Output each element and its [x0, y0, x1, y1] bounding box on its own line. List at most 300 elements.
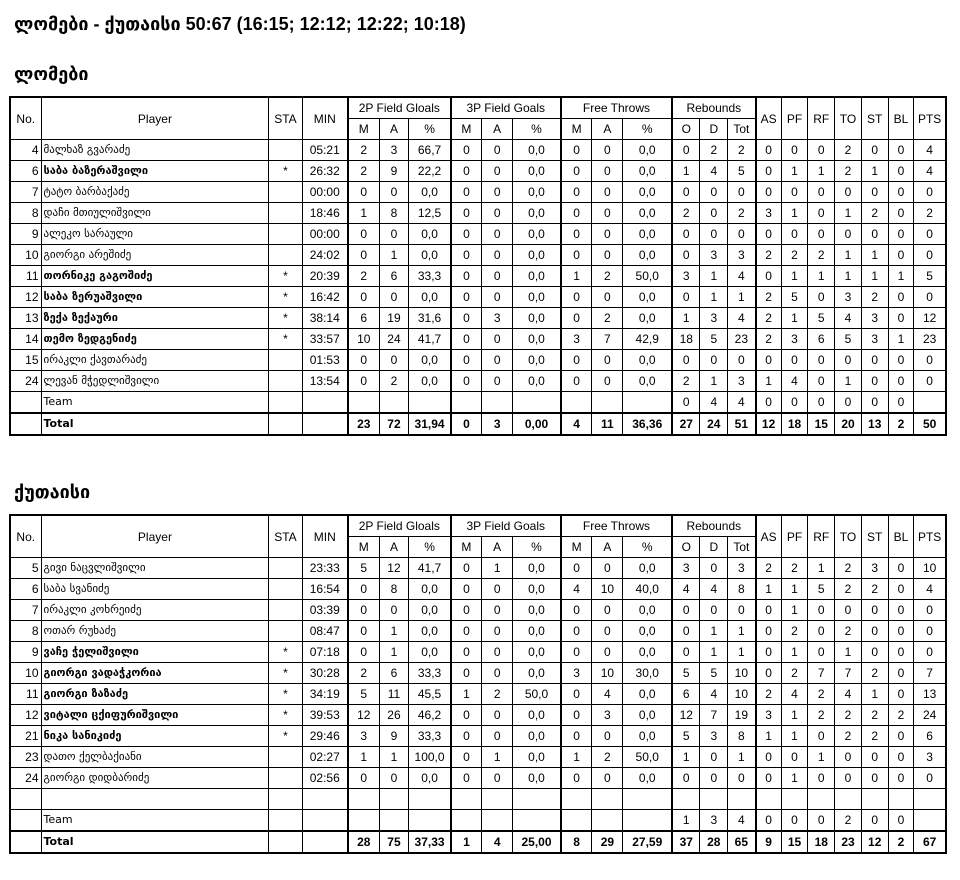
player-name: ტატო ბარბაქაძე: [41, 182, 269, 203]
player-number: 7: [10, 182, 41, 203]
stat-cell-o: [672, 789, 700, 810]
stat-cell-p3: 50,0: [513, 684, 561, 705]
stat-cell-to: 2: [835, 161, 862, 182]
team-row-empty: [592, 810, 623, 832]
stat-cell-o: 1: [672, 161, 700, 182]
starter-mark: *: [269, 726, 302, 747]
stat-cell-mf: 0: [561, 726, 592, 747]
stat-cell-st: 2: [861, 287, 888, 308]
header-as: AS: [756, 515, 782, 558]
stat-cell-to: 0: [835, 747, 862, 768]
stat-cell-p2: 33,3: [409, 266, 451, 287]
stat-cell-a3: [482, 789, 513, 810]
stat-cell-rf: 5: [808, 579, 835, 600]
stat-cell-pf_pct: 0,0: [623, 558, 672, 579]
stat-cell-m2: 2: [348, 266, 379, 287]
stat-cell-a3: 3: [482, 308, 513, 329]
stat-cell-a3: 0: [482, 182, 513, 203]
stat-cell-pf_pct: 0,0: [623, 182, 672, 203]
header-2p-field-goals: 2P Field Gloals: [348, 97, 451, 119]
stat-cell-af: 0: [592, 642, 623, 663]
stat-cell-rf: 0: [808, 182, 835, 203]
stat-cell-a2: 0: [379, 768, 409, 789]
player-number: 4: [10, 140, 41, 161]
stat-cell-bl: 0: [888, 371, 914, 392]
stat-cell-o: 1: [672, 308, 700, 329]
total-stat-rf: 18: [808, 831, 835, 853]
stat-cell-d: 2: [700, 140, 728, 161]
team-row-min: [302, 392, 348, 414]
stat-cell-o: 1: [672, 747, 700, 768]
stat-cell-st: [861, 789, 888, 810]
stat-cell-rf: 0: [808, 371, 835, 392]
stat-cell-pts: 24: [914, 705, 946, 726]
team-stat-to: 0: [835, 392, 862, 414]
header-3p-field-goals: 3P Field Goals: [451, 97, 561, 119]
stat-cell-st: 2: [861, 705, 888, 726]
stat-cell-bl: 0: [888, 642, 914, 663]
stat-cell-p3: 0,0: [513, 663, 561, 684]
subheader-pct: %: [513, 119, 561, 140]
stat-cell-m3: 0: [451, 329, 482, 350]
stat-cell-m3: 0: [451, 350, 482, 371]
stat-cell-d: 5: [700, 663, 728, 684]
stat-cell-tot: 2: [728, 203, 756, 224]
header-no: No.: [10, 97, 41, 140]
stat-cell-pf: 0: [781, 747, 808, 768]
stat-cell-a3: 0: [482, 224, 513, 245]
total-stat-mf: 4: [561, 413, 592, 435]
starter-mark: [269, 789, 302, 810]
team-row-pts: [914, 392, 946, 414]
stat-cell-as: 0: [756, 224, 782, 245]
stat-cell-bl: 0: [888, 768, 914, 789]
player-row: [10, 600, 946, 621]
team-row-no: [10, 810, 41, 832]
minutes-cell: 16:42: [302, 287, 348, 308]
stat-cell-p3: 0,0: [513, 224, 561, 245]
stat-cell-mf: 0: [561, 600, 592, 621]
stat-cell-a2: 24: [379, 329, 409, 350]
stat-cell-d: 1: [700, 371, 728, 392]
stat-cell-to: 2: [835, 558, 862, 579]
starter-mark: [269, 579, 302, 600]
team-row-label: Team: [41, 392, 269, 414]
stat-cell-p2: 0,0: [409, 245, 451, 266]
stat-cell-d: 0: [700, 182, 728, 203]
minutes-cell: 01:53: [302, 350, 348, 371]
stat-cell-as: 0: [756, 768, 782, 789]
subheader-o: O: [672, 119, 700, 140]
total-stat-tot: 65: [728, 831, 756, 853]
header-row: [10, 515, 946, 537]
stat-cell-st: 3: [861, 558, 888, 579]
total-stat-tot: 51: [728, 413, 756, 435]
header-sta: STA: [269, 97, 302, 140]
stat-cell-p3: 0,0: [513, 287, 561, 308]
stat-cell-mf: 0: [561, 621, 592, 642]
stat-cell-mf: 0: [561, 161, 592, 182]
player-row: [10, 308, 946, 329]
stat-cell-st: 0: [861, 747, 888, 768]
stat-cell-af: 0: [592, 621, 623, 642]
header-free-throws: Free Throws: [561, 515, 672, 537]
stat-cell-tot: 1: [728, 287, 756, 308]
starter-mark: [269, 350, 302, 371]
stat-cell-pf: 2: [781, 663, 808, 684]
subheader-a: A: [592, 537, 623, 558]
stat-cell-bl: 2: [888, 705, 914, 726]
player-number: 5: [10, 558, 41, 579]
total-stat-bl: 2: [888, 413, 914, 435]
stat-cell-tot: 3: [728, 558, 756, 579]
stat-cell-m3: 0: [451, 161, 482, 182]
stat-cell-m2: 5: [348, 558, 379, 579]
stat-cell-mf: 0: [561, 642, 592, 663]
stat-cell-af: 10: [592, 579, 623, 600]
stat-cell-p3: 0,0: [513, 182, 561, 203]
stat-cell-o: 2: [672, 203, 700, 224]
stat-cell-a2: 3: [379, 140, 409, 161]
team-stat-o: 0: [672, 392, 700, 414]
player-row: [10, 140, 946, 161]
stat-cell-d: 1: [700, 266, 728, 287]
stat-cell-pf: 2: [781, 558, 808, 579]
stat-cell-a2: 26: [379, 705, 409, 726]
stat-cell-pts: 0: [914, 245, 946, 266]
stat-cell-pts: 7: [914, 663, 946, 684]
stat-cell-pts: 6: [914, 726, 946, 747]
player-number: 7: [10, 600, 41, 621]
stat-cell-af: 7: [592, 329, 623, 350]
stat-cell-pts: 2: [914, 203, 946, 224]
stat-cell-m2: 0: [348, 600, 379, 621]
player-name: გივი ნაცვლიშვილი: [41, 558, 269, 579]
stat-cell-d: 1: [700, 287, 728, 308]
player-name: ზექა ზექაური: [41, 308, 269, 329]
team-stat-bl: 0: [888, 810, 914, 832]
stat-cell-p2: 41,7: [409, 329, 451, 350]
stat-cell-o: 0: [672, 287, 700, 308]
player-row: [10, 245, 946, 266]
stat-cell-to: 7: [835, 663, 862, 684]
total-row-label: Total: [41, 831, 269, 853]
stat-cell-a2: 6: [379, 266, 409, 287]
stat-cell-p2: 22,2: [409, 161, 451, 182]
team-row-sta: [269, 392, 302, 414]
stat-cell-mf: [561, 789, 592, 810]
stat-cell-p3: 0,0: [513, 726, 561, 747]
stat-cell-pf: 3: [781, 329, 808, 350]
stat-cell-bl: 0: [888, 182, 914, 203]
player-name: ლევან მჭედლიშვილი: [41, 371, 269, 392]
stat-cell-o: 6: [672, 684, 700, 705]
subheader-tot: Tot: [728, 119, 756, 140]
header-2p-field-goals: 2P Field Gloals: [348, 515, 451, 537]
stat-cell-bl: 0: [888, 350, 914, 371]
stat-cell-rf: 0: [808, 140, 835, 161]
stat-cell-as: 0: [756, 140, 782, 161]
stat-cell-mf: 0: [561, 182, 592, 203]
team-row-sta: [269, 810, 302, 832]
player-name: დათო ქელბაქიანი: [41, 747, 269, 768]
player-name: თემო ზედგენიძე: [41, 329, 269, 350]
stat-cell-a3: 0: [482, 621, 513, 642]
minutes-cell: 23:33: [302, 558, 348, 579]
stat-cell-d: 0: [700, 558, 728, 579]
stat-cell-d: 3: [700, 245, 728, 266]
stat-cell-a2: 0: [379, 600, 409, 621]
subheader-m: M: [348, 119, 379, 140]
stat-cell-a2: 8: [379, 203, 409, 224]
player-row: [10, 663, 946, 684]
minutes-cell: 30:28: [302, 663, 348, 684]
minutes-cell: 16:54: [302, 579, 348, 600]
stat-cell-pf: 1: [781, 642, 808, 663]
stat-cell-pts: 0: [914, 768, 946, 789]
stat-cell-af: 4: [592, 684, 623, 705]
stat-cell-m2: 0: [348, 371, 379, 392]
total-row-no: [10, 413, 41, 435]
stat-cell-m3: 1: [451, 684, 482, 705]
starter-mark: *: [269, 266, 302, 287]
player-name: დაჩი მთიულიშვილი: [41, 203, 269, 224]
stat-cell-bl: 0: [888, 203, 914, 224]
total-stat-af: 29: [592, 831, 623, 853]
stat-cell-as: 0: [756, 182, 782, 203]
player-row: [10, 747, 946, 768]
total-stat-o: 27: [672, 413, 700, 435]
starter-mark: [269, 245, 302, 266]
stat-cell-as: 2: [756, 245, 782, 266]
stat-cell-p3: 0,0: [513, 642, 561, 663]
stat-cell-m2: 0: [348, 621, 379, 642]
minutes-cell: 34:19: [302, 684, 348, 705]
stat-cell-af: 0: [592, 350, 623, 371]
stat-cell-pf_pct: 0,0: [623, 726, 672, 747]
stat-cell-tot: 23: [728, 329, 756, 350]
stat-cell-pf: 1: [781, 705, 808, 726]
stat-cell-a3: 0: [482, 161, 513, 182]
stat-cell-pf_pct: 0,0: [623, 161, 672, 182]
stat-cell-bl: 0: [888, 600, 914, 621]
stat-cell-to: 0: [835, 600, 862, 621]
stat-cell-a2: 0: [379, 224, 409, 245]
header-sta: STA: [269, 515, 302, 558]
header-pf: PF: [781, 97, 808, 140]
stat-cell-a2: 11: [379, 684, 409, 705]
stat-cell-pf_pct: 0,0: [623, 371, 672, 392]
stat-cell-p3: 0,0: [513, 308, 561, 329]
stat-cell-a2: 8: [379, 579, 409, 600]
stat-cell-o: 3: [672, 558, 700, 579]
stat-cell-p2: 0,0: [409, 579, 451, 600]
stat-cell-m2: 1: [348, 203, 379, 224]
starter-mark: *: [269, 705, 302, 726]
total-row-sta: [269, 831, 302, 853]
stat-cell-m2: 3: [348, 726, 379, 747]
player-name: ირაკლი კოხრეიძე: [41, 600, 269, 621]
stat-cell-pf: 1: [781, 768, 808, 789]
stat-cell-a3: 0: [482, 663, 513, 684]
stat-cell-to: 4: [835, 308, 862, 329]
stat-cell-af: 0: [592, 224, 623, 245]
subheader-pct: %: [623, 537, 672, 558]
subheader-m: M: [451, 119, 482, 140]
player-row: [10, 621, 946, 642]
stat-cell-af: 3: [592, 705, 623, 726]
team-row: [10, 392, 946, 414]
subheader-d: D: [700, 537, 728, 558]
stat-cell-st: 0: [861, 621, 888, 642]
stat-cell-a3: 0: [482, 350, 513, 371]
stat-cell-a3: 0: [482, 726, 513, 747]
team-stat-st: 0: [861, 810, 888, 832]
stat-cell-p3: 0,0: [513, 558, 561, 579]
stat-cell-st: 2: [861, 579, 888, 600]
total-stat-pf_pct: 27,59: [623, 831, 672, 853]
stat-cell-a2: 0: [379, 287, 409, 308]
team-row-empty: [513, 392, 561, 414]
team-stat-pf: 0: [781, 392, 808, 414]
stat-cell-to: 0: [835, 768, 862, 789]
header-st: ST: [861, 515, 888, 558]
stat-cell-st: 0: [861, 182, 888, 203]
team-row-empty: [348, 392, 379, 414]
stat-cell-tot: 4: [728, 308, 756, 329]
total-row-sta: [269, 413, 302, 435]
player-row: [10, 329, 946, 350]
stat-cell-a3: 0: [482, 768, 513, 789]
starter-mark: *: [269, 663, 302, 684]
stat-cell-af: 0: [592, 768, 623, 789]
stat-cell-pts: 12: [914, 308, 946, 329]
total-stat-to: 20: [835, 413, 862, 435]
total-stat-as: 9: [756, 831, 782, 853]
stat-cell-bl: 0: [888, 747, 914, 768]
player-row: [10, 726, 946, 747]
stat-cell-pf: 4: [781, 371, 808, 392]
starter-mark: [269, 182, 302, 203]
stat-cell-st: 0: [861, 224, 888, 245]
stat-cell-bl: 0: [888, 558, 914, 579]
stat-cell-pf: 1: [781, 161, 808, 182]
team-row-empty: [561, 810, 592, 832]
stat-cell-af: 0: [592, 558, 623, 579]
stat-cell-pts: 0: [914, 642, 946, 663]
subheader-m: M: [561, 119, 592, 140]
stat-cell-rf: 7: [808, 663, 835, 684]
stat-cell-tot: 3: [728, 245, 756, 266]
stat-cell-as: 2: [756, 308, 782, 329]
stat-cell-o: 0: [672, 140, 700, 161]
stat-cell-st: 0: [861, 350, 888, 371]
stat-cell-p3: 0,0: [513, 161, 561, 182]
stat-cell-st: 0: [861, 768, 888, 789]
stat-cell-as: 1: [756, 726, 782, 747]
stat-cell-a2: 1: [379, 621, 409, 642]
stat-cell-tot: 3: [728, 371, 756, 392]
stat-cell-o: 4: [672, 579, 700, 600]
total-stat-m3: 1: [451, 831, 482, 853]
stat-cell-m2: [348, 789, 379, 810]
stat-cell-o: 5: [672, 726, 700, 747]
stat-cell-p2: 0,0: [409, 600, 451, 621]
minutes-cell: 07:18: [302, 642, 348, 663]
stat-cell-tot: 5: [728, 161, 756, 182]
team-row-pts: [914, 810, 946, 832]
starter-mark: *: [269, 642, 302, 663]
total-stat-a3: 3: [482, 413, 513, 435]
starter-mark: [269, 224, 302, 245]
stat-cell-bl: 0: [888, 308, 914, 329]
stat-cell-bl: 0: [888, 579, 914, 600]
stat-cell-m2: 0: [348, 350, 379, 371]
stat-cell-a2: 2: [379, 371, 409, 392]
stat-cell-a3: 0: [482, 203, 513, 224]
stat-cell-af: 0: [592, 140, 623, 161]
stat-cell-to: 0: [835, 224, 862, 245]
team-row-empty: [623, 810, 672, 832]
stat-cell-p2: 0,0: [409, 224, 451, 245]
stat-cell-a2: 9: [379, 726, 409, 747]
stat-cell-to: 1: [835, 203, 862, 224]
player-number: 21: [10, 726, 41, 747]
stat-cell-m3: 0: [451, 705, 482, 726]
stat-cell-p3: 0,0: [513, 705, 561, 726]
stat-cell-tot: 1: [728, 621, 756, 642]
stat-cell-m2: 0: [348, 579, 379, 600]
stat-cell-rf: 0: [808, 287, 835, 308]
stat-cell-as: 0: [756, 600, 782, 621]
stat-cell-p2: 100,0: [409, 747, 451, 768]
player-row: [10, 642, 946, 663]
team-stat-tot: 4: [728, 392, 756, 414]
stat-cell-rf: 0: [808, 726, 835, 747]
stat-cell-p2: [409, 789, 451, 810]
header-3p-field-goals: 3P Field Goals: [451, 515, 561, 537]
total-stat-m2: 23: [348, 413, 379, 435]
stat-cell-tot: 0: [728, 600, 756, 621]
subheader-pct: %: [409, 119, 451, 140]
total-stat-d: 24: [700, 413, 728, 435]
header-to: TO: [835, 515, 862, 558]
stat-cell-rf: 2: [808, 684, 835, 705]
stat-cell-m3: 0: [451, 308, 482, 329]
stat-cell-o: 18: [672, 329, 700, 350]
stat-cell-af: 2: [592, 747, 623, 768]
subheader-pct: %: [513, 537, 561, 558]
minutes-cell: 26:32: [302, 161, 348, 182]
stat-cell-pts: 3: [914, 747, 946, 768]
stat-cell-tot: 4: [728, 266, 756, 287]
stat-cell-pf_pct: 0,0: [623, 140, 672, 161]
stat-cell-as: 3: [756, 203, 782, 224]
stat-cell-d: 1: [700, 621, 728, 642]
stat-cell-as: 0: [756, 350, 782, 371]
stat-cell-d: 4: [700, 579, 728, 600]
minutes-cell: 33:57: [302, 329, 348, 350]
starter-mark: *: [269, 329, 302, 350]
stat-cell-m2: 0: [348, 182, 379, 203]
minutes-cell: 00:00: [302, 224, 348, 245]
stat-cell-to: 4: [835, 684, 862, 705]
stat-cell-to: 1: [835, 371, 862, 392]
header-bl: BL: [888, 515, 914, 558]
team-row-empty: [451, 392, 482, 414]
player-row: [10, 789, 946, 810]
stat-cell-d: 4: [700, 684, 728, 705]
